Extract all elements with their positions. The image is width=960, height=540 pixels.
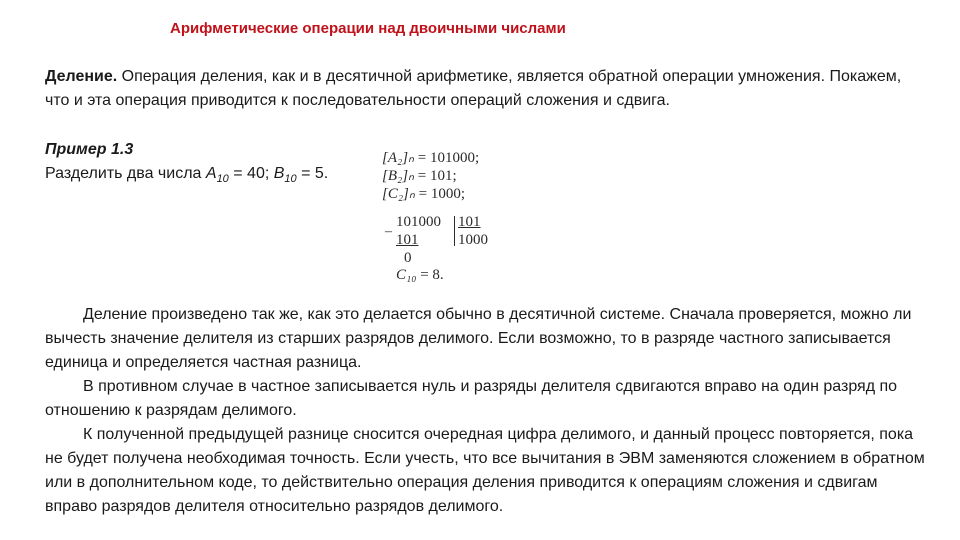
- calc-divisor: 101: [458, 214, 481, 230]
- paragraph-2: В противном случае в частное записывается нуль и разряды делителя сдвигаются вправо на один разряд по отношению к разрядам делимого.: [45, 378, 898, 419]
- intro-text: Операция деления, как и в десятичной арифметике, является обратной операции умножения. Покажем, что и эта операция приводится к последовательности операций сложения и сдвига.: [45, 68, 902, 109]
- explanation-text: [45, 303, 925, 519]
- var-b-subscript: 10: [284, 173, 297, 186]
- calc-line-a2: [382, 150, 479, 166]
- calc-a2-label: [A₂]ₙ: [382, 150, 415, 166]
- calc-c10-value: = 8.: [416, 267, 444, 283]
- paragraph-1: Деление произведено так же, как это делается обычно в десятичной системе. Сначала проверяется, можно ли вычесть значение делителя из старших разрядов делимого. Если возможно, то в разряде частного записывается единица и определяется частная разница.: [45, 306, 912, 371]
- calc-c2-label: [C₂]ₙ: [382, 186, 415, 202]
- calc-subtrahend: 101: [396, 232, 419, 248]
- slide-title: Арифметические операции над двоичными числами: [170, 20, 566, 37]
- calc-b2-label: [B₂]ₙ: [382, 168, 415, 184]
- calc-quotient: 1000: [458, 232, 488, 248]
- calc-line-b2: [382, 168, 457, 184]
- calc-c10-label: C₁₀: [396, 267, 417, 283]
- example-heading: Пример 1.3: [45, 141, 134, 158]
- calc-b2-value: = 101;: [414, 168, 457, 184]
- division-calculation-figure: [382, 150, 522, 288]
- intro-lead: Деление.: [45, 68, 118, 85]
- calc-minus-sign: –: [385, 224, 392, 239]
- calc-dividend: 101000: [396, 214, 441, 230]
- intro-paragraph: [45, 65, 925, 113]
- var-b-value: = 5.: [296, 165, 329, 182]
- calc-line-c10: [396, 267, 444, 283]
- calc-c2-value: = 1000;: [414, 186, 466, 202]
- var-b: B: [273, 165, 285, 182]
- example-task: [45, 162, 328, 191]
- var-a-value: = 40;: [228, 165, 274, 182]
- calc-line-c2: [382, 186, 465, 202]
- calc-division-bar: [454, 216, 455, 246]
- paragraph-3: К полученной предыдущей разнице сносится очередная цифра делимого, и данный процесс повторяется, пока не будет получена необходимая точность. Если учесть, что все вычитания в ЭВМ заменяются сложением в обратном или в дополнительном коде, то действительно операция деления приводится к операциям сложения и сдвигам вправо разрядов делителя относительно разрядов делимого.: [45, 426, 925, 515]
- var-a-subscript: 10: [216, 173, 229, 186]
- task-prefix: Разделить два числа: [45, 165, 206, 182]
- calc-remainder: 0: [404, 250, 412, 266]
- calc-a2-value: = 101000;: [414, 150, 480, 166]
- var-a: A: [205, 165, 217, 182]
